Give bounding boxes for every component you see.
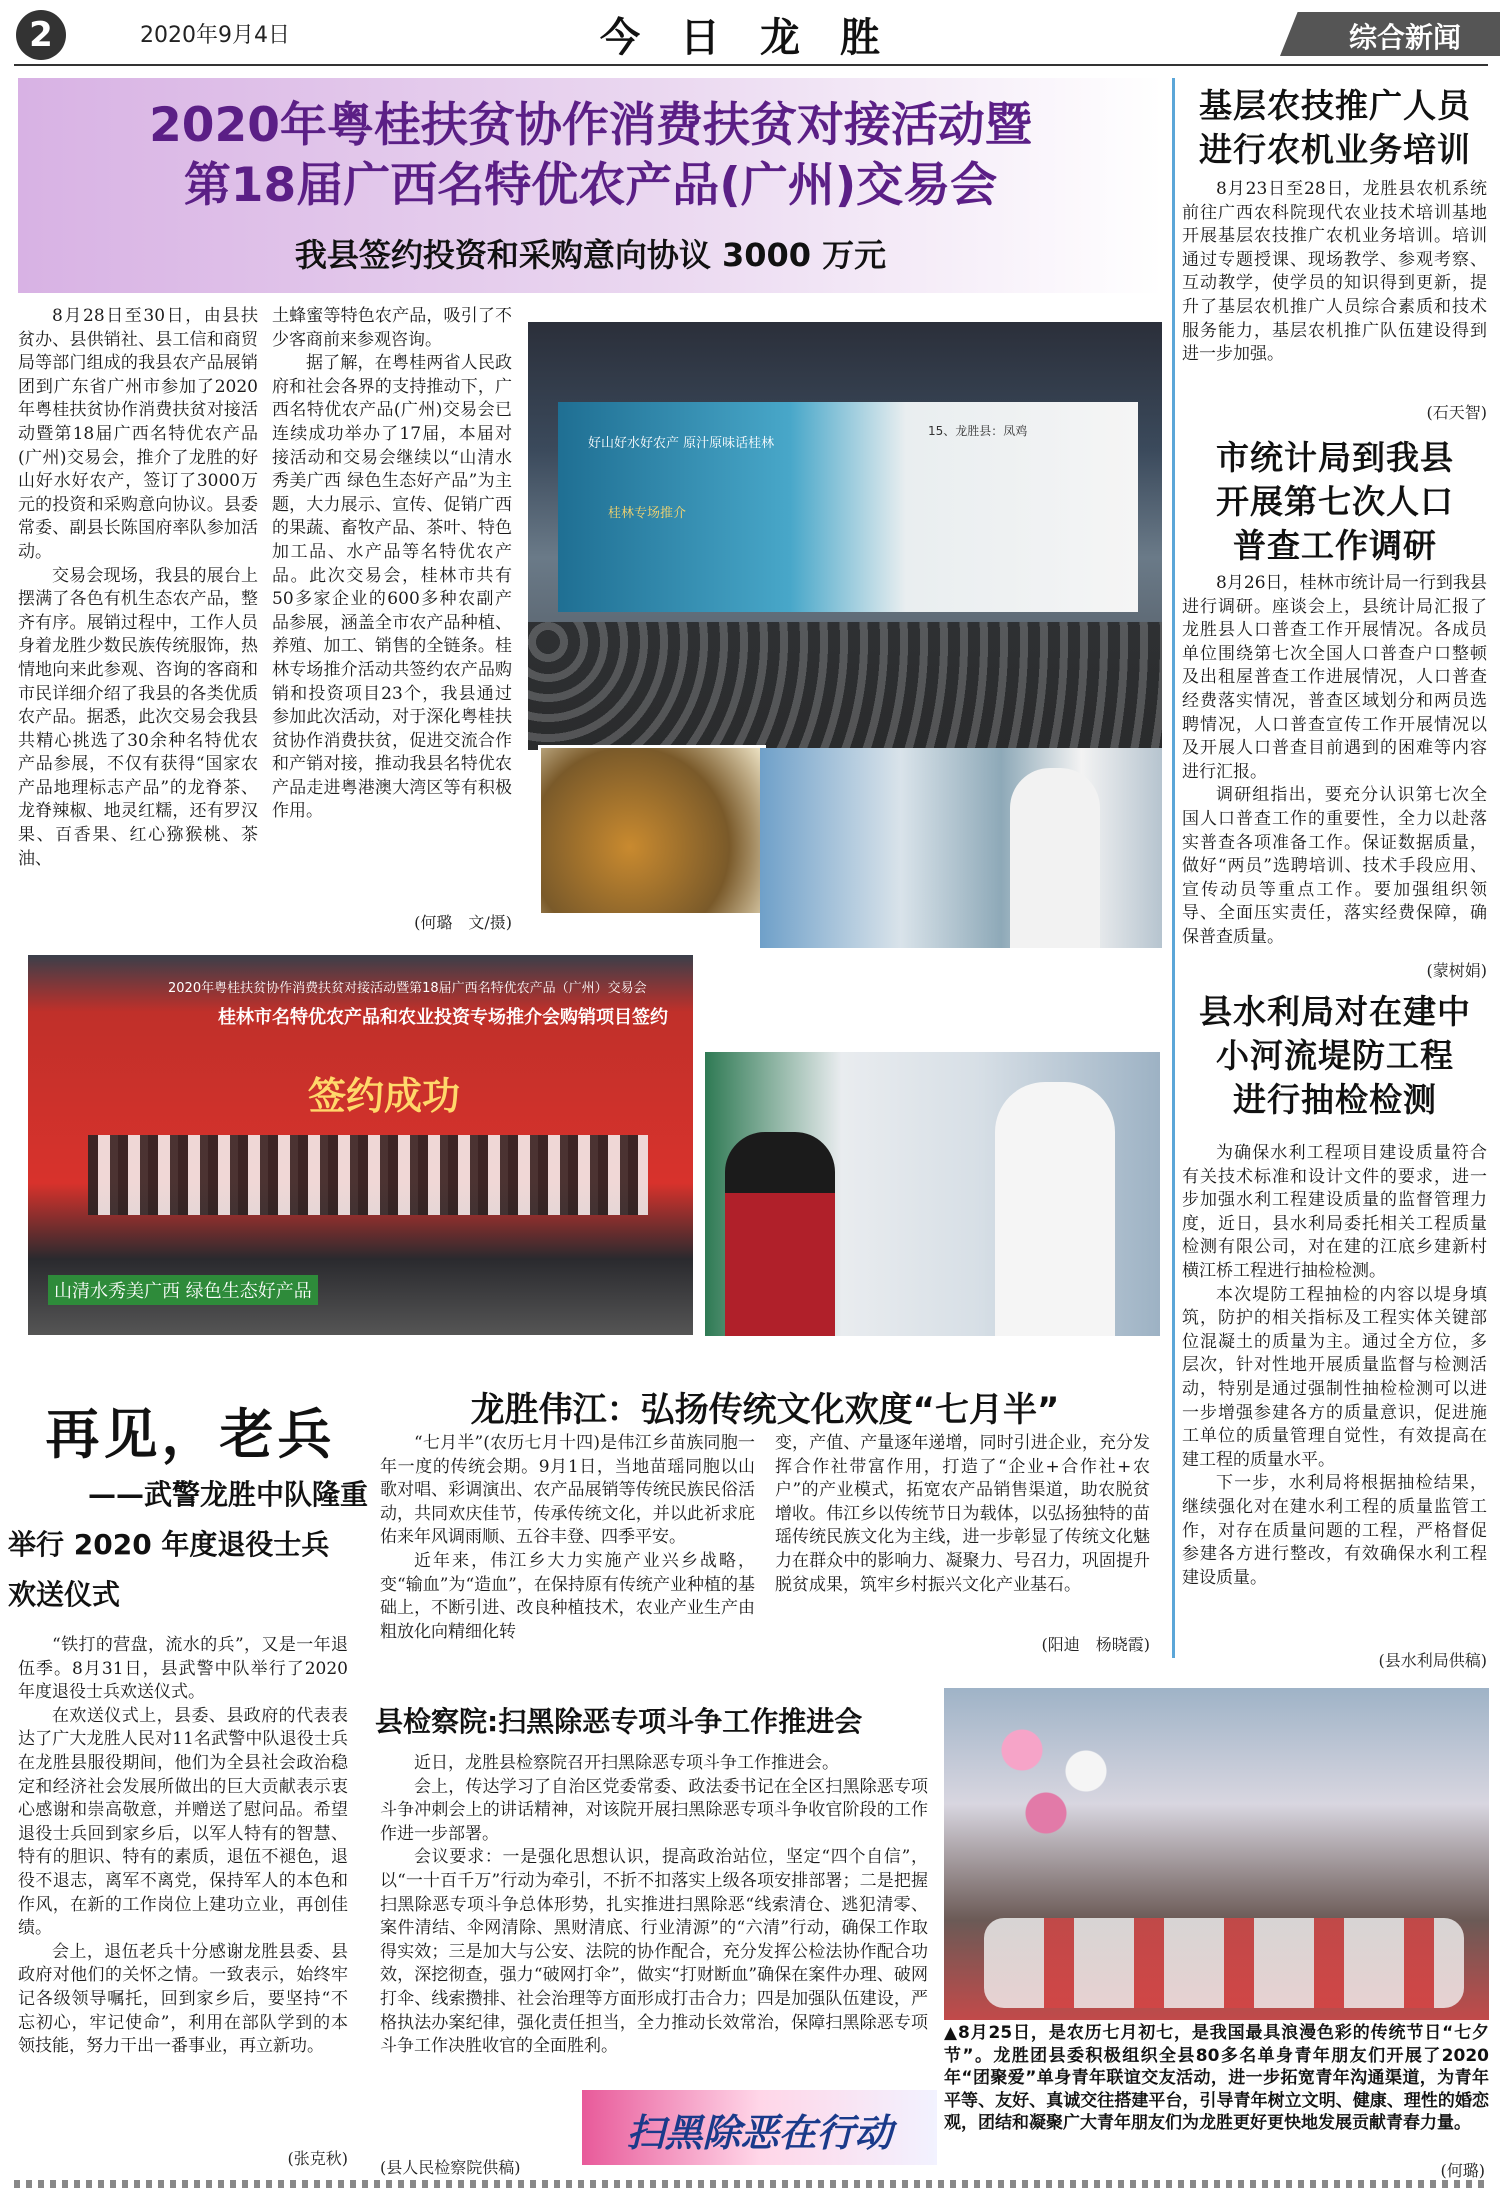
festival-credit: (阳迪 杨晓霞) [1041, 1635, 1150, 1654]
sidebar-a1-paragraph: 8月23日至28日，龙胜县农机系统前往广西农科院现代农业技术培训基地开展基层农技推广农机业务培训。培训通过专题授课、现场教学、参观考察、互动教学，使学员的知识得到更新，提升了基层农机推广人员综合素质和技术服务能力，基层农机推广队伍建设得到进一步加强。 [1182, 179, 1487, 365]
veteran-subtitle-line3: 欢送仪式 [8, 1578, 121, 1611]
official-at-booth-photo [760, 748, 1162, 948]
anti-crime-logo-text: 扫黑除恶在行动 [626, 2110, 893, 2155]
lineup-people [88, 1135, 648, 1215]
sidebar-a2-paragraph: 8月26日，桂林市统计局一行到我县进行调研。座谈会上，县统计局汇报了龙胜县人口普查工作开展情况。各成员单位围绕第七次全国人口普查户口整顿及出租屋普查工作进展情况，人口普查经费落实情况，普查区域划分和两员选聘情况，人口普查宣传工作开展情况以及开展人口普查目前遇到的困难等内容进行汇报。 [1182, 573, 1487, 782]
lead-subtitle: 我县签约投资和采购意向协议 3000 万元 [294, 236, 887, 274]
sidebar-a3-paragraph: 下一步，水利局将根据抽检结果，继续强化对在建水利工程的质量监管工作，对存在质量问题的工程，严格督促参建各方进行整改，有效确保水利工程建设质量。 [1182, 1473, 1487, 1588]
issue-date: 2020年9月4日 [140, 23, 290, 48]
procuratorate-paragraph: 会上，传达学习了自治区党委常委、政法委书记在全区扫黑除恶专项斗争冲刺会上的讲话精神，对该院开展扫黑除恶专项斗争收官阶段的工作作进一步部署。 [380, 1776, 928, 1844]
signing-success-text: 签约成功 [308, 1074, 461, 1118]
veteran-subtitle-line1: ——武警龙胜中队隆重 [87, 1478, 368, 1511]
lead-title-line1: 2020年粤桂扶贫协作消费扶贫对接活动暨 [149, 98, 1032, 153]
audience [528, 622, 1162, 750]
veteran-paragraph: “铁打的营盘，流水的兵”，又是一年退伍季。8月31日，县武警中队举行了2020年度退役士兵欢送仪式。 [18, 1635, 348, 1703]
procuratorate-title: 县检察院:扫黑除恶专项斗争工作推进会 [375, 1705, 863, 1738]
masthead-rule [14, 64, 1488, 66]
section-name: 综合新闻 [1348, 21, 1461, 54]
sidebar-a3-title-line3: 进行抽检检测 [1233, 1080, 1437, 1119]
festival-column-2 [775, 1432, 1150, 1597]
qixi-credit: (何璐) [1440, 2161, 1485, 2180]
sidebar-a3-credit: (县水利局供稿) [1378, 1651, 1487, 1670]
party-tables [984, 1918, 1464, 2008]
procuratorate-credit: (县人民检察院供稿) [380, 2158, 521, 2177]
veteran-title: 再见，老兵 [45, 1403, 336, 1466]
festival-column-1 [380, 1432, 755, 1644]
lead-paragraph: 土蜂蜜等特色农产品，吸引了不少客商前来参观咨询。 [272, 306, 512, 350]
stage-banner-text: 好山好水好农产 原汁原味话桂林 [588, 436, 775, 451]
sidebar-a2-title-line3: 普查工作调研 [1233, 526, 1437, 565]
sidebar-a2-title-line1: 市统计局到我县 [1216, 438, 1454, 477]
lead-column-1 [18, 305, 258, 871]
lead-credit: (何璐 文/摄) [414, 913, 512, 932]
lead-title [18, 96, 1163, 216]
booth-man-figure [995, 1082, 1115, 1336]
veteran-paragraph: 会上，退伍老兵十分感谢龙胜县委、县政府对他们的关怀之情。一致表示，始终牢记各级领导嘱托，回到家乡后，要坚持“不忘初心，牢记使命”，利用在部队学到的本领技能，努力干出一番事业，再立新功。 [18, 1941, 348, 2057]
page-number-badge: 2 [16, 10, 66, 60]
signing-banner-line2: 桂林市名特优农产品和农业投资专场推介会购销项目签约 [218, 1007, 668, 1028]
signing-ceremony-photo [28, 955, 693, 1335]
signing-banner-line1: 2020年粤桂扶贫协作消费扶贫对接活动暨第18届广西名特优农产品（广州）交易会 [168, 981, 647, 996]
veteran-subtitle-line2: 举行 2020 年度退役士兵 [8, 1528, 330, 1561]
sidebar-a2-body [1182, 572, 1487, 950]
sidebar-a1-title [1180, 84, 1490, 172]
veteran-subtitle [8, 1470, 368, 1620]
sidebar-a2-paragraph: 调研组指出，要充分认识第七次全国人口普查工作的重要性，全力以赴落实普查各项准备工作。保证数据质量，做好“两员”选聘培训、技术手段应用、宣传动员等重点工作。要加强组织领导、全面压实责任，落实经费保障，确保普查质量。 [1182, 785, 1487, 947]
bottom-border [14, 2180, 1488, 2188]
sidebar-a1-credit: (石天智) [1426, 403, 1487, 422]
procuratorate-body [380, 1752, 928, 2059]
sidebar-a1-title-line1: 基层农技推广人员 [1199, 86, 1471, 125]
sidebar-a3-title [1180, 990, 1490, 1122]
sidebar-a2-title [1180, 436, 1490, 568]
expo-stage-photo [528, 322, 1162, 750]
sidebar-a2-credit: (蒙树娟) [1426, 961, 1487, 980]
lead-paragraph: 交易会现场，我县的展台上摆满了各色有机生态农产品，整齐有序。展销过程中，工作人员身着龙胜少数民族传统服饰，热情地向来此参观、咨询的客商和市民详细介绍了我县的各类优质农产品。据悉，此次交易会我县共精心挑选了30余种名特优农产品参展，不仅有获得“国家农产品地理标志产品”的龙脊茶、龙脊辣椒、地灵红糯，还有罗汉果、百香果、红心猕猴桃、茶油、 [18, 565, 258, 869]
procuratorate-paragraph: 近日，龙胜县检察院召开扫黑除恶专项斗争工作推进会。 [414, 1753, 839, 1773]
signing-bottom-banner: 山清水秀美广西 绿色生态好产品 [48, 1275, 318, 1305]
stage-sub-banner-text: 桂林专场推介 [608, 506, 687, 521]
produce-booth-photo [538, 745, 766, 916]
qixi-party-photo [944, 1688, 1489, 2020]
sidebar-rule [1172, 78, 1175, 1658]
qixi-caption: ▲8月25日，是农历七月初七，是我国最具浪漫色彩的传统节日“七夕节”。龙胜团县委积极组织全县80多名单身青年朋友们开展了2020年“团聚爱”单身青年联谊交友活动，进一步拓宽青年沟通渠道，为青年平等、友好、真诚交往搭建平台，引导青年树立文明、健康、理性的婚恋观，团结和凝聚广大青年朋友们为龙胜更好更快地发展贡献青春力量。 [944, 2023, 1489, 2133]
masthead [0, 0, 1500, 68]
official-figure [1010, 768, 1100, 948]
paper-name: 今日龙胜 [600, 14, 920, 61]
sidebar-a3-paragraph: 为确保水利工程项目建设质量符合有关技术标准和设计文件的要求，进一步加强水利工程建设质量的监督管理力度，近日，县水利局委托相关工程质量检测有限公司，对在建的江底乡建新村横江桥工程进行抽检检测。 [1182, 1143, 1487, 1281]
lead-paragraph: 8月28日至30日，由县扶贫办、县供销社、县工信和商贸局等部门组成的我县农产品展销团到广东省广州市参加了2020年粤桂扶贫协作消费扶贫对接活动暨第18届广西名特优农产品(广州)交易会，推介了龙胜的好山好水好农产，签订了3000万元的投资和采购意向协议。县委常委、副县长陈国府率队参加活动。 [18, 306, 258, 562]
sidebar-a1-body [1182, 178, 1487, 367]
sidebar-a3-body [1182, 1142, 1487, 1590]
booth-tasting-photo [705, 1052, 1160, 1336]
booth-woman-figure [725, 1132, 835, 1336]
festival-paragraph: 近年来，伟江乡大力实施产业兴乡战略，变“输血”为“造血”，在保持原有传统产业种植的基础上，不断引进、改良种植技术，农业产业生产由粗放化向精细化转 [380, 1550, 755, 1642]
sidebar-a3-title-line1: 县水利局对在建中 [1199, 992, 1471, 1031]
veteran-credit: (张克秋) [287, 2149, 348, 2168]
festival-title: 龙胜伟江：弘扬传统文化欢度“七月半” [470, 1390, 1060, 1430]
veteran-paragraph: 在欢送仪式上，县委、县政府的代表表达了广大龙胜人民对11名武警中队退役士兵在龙胜县服役期间，他们为全县社会政治稳定和经济社会发展所做出的巨大贡献表示衷心感谢和崇高敬意，并赠送了慰问品。希望退役士兵回到家乡后，以军人特有的智慧、特有的胆识、特有的素质，退伍不褪色，退役不退志，离军不离党，保持军人的本色和作风，在新的工作岗位上建功立业，再创佳绩。 [18, 1705, 348, 1939]
sidebar-a2-title-line2: 开展第七次人口 [1216, 482, 1454, 521]
sidebar-a3-paragraph: 本次堤防工程抽检的内容以堤身填筑，防护的相关指标及工程实体关键部位混凝土的质量为主。通过全方位，多层次，针对性地开展质量监督与检测活动，特别是通过强制性抽检检测可以进一步增强参建各方的质量意识，促进施工单位的质量管理自觉性，有效提高在建工程的质量水平。 [1182, 1284, 1487, 1470]
procuratorate-paragraph: 会议要求：一是强化思想认识，提高政治站位，坚定“四个自信”，以“一十百千万”行动为牵引，不折不扣落实上级各项安排部署；二是把握扫黑除恶专项斗争总体形势，扎实推进扫黑除恶“线索清仓、逃犯清零、案件清结、伞网清除、黑财清底、行业清源”的“六清”行动，确保工作取得实效；三是加大与公安、法院的协作配合，充分发挥公检法协作配合功效，深挖彻查，强力“破网打伞”，做实“打财断血”确保在案件办理、破网打伞、线索攒排、社会治理等方面形成打击合力；四是加强队伍建设，严格执法办案纪律，强化责任担当，全力推动长效常治，保障扫黑除恶专项斗争工作决胜收官的全面胜利。 [380, 1847, 928, 2057]
lead-title-line2: 第18届广西名特优农产品(广州)交易会 [183, 158, 998, 213]
festival-paragraph: 变，产值、产量逐年递增，同时引进企业，充分发挥合作社带富作用，打造了“企业+合作社+农户”的产业模式，拓宽农产品销售渠道，助农脱贫增收。伟江乡以传统节日为载体，以弘扬独特的苗瑶传统民族文化为主线，进一步彰显了传统文化魅力在群众中的影响力、凝聚力、号召力，巩固提升脱贫成果，筑牢乡村振兴文化产业基石。 [775, 1433, 1150, 1595]
lead-column-2 [272, 305, 512, 824]
balloons [974, 1708, 1134, 1848]
stage-slide-text: 15、龙胜县：凤鸡 [928, 424, 1028, 438]
lead-paragraph: 据了解，在粤桂两省人民政府和社会各界的支持推动下，广西名特优农产品(广州)交易会已连续成功举办了17届，本届对接活动和交易会继续以“山清水秀美广西 绿色生态好产品”为主题，大力展示、宣传、促销广西的果蔬、畜牧产品、茶叶、特色加工品、水产品等名特优农产品。此次交易会，桂林市共有50多家企业的600多种农副产品参展，涵盖全市农产品种植、养殖、加工、销售的全链条。桂林专场推介活动共签约农产品购销和投资项目23个，我县通过参加此次活动，对于深化粤桂扶贫协作消费扶贫，促进交流合作和产销对接，推动我县名特优农产品走进粤港澳大湾区等有积极作用。 [272, 353, 512, 822]
sidebar-a1-title-line2: 进行农机业务培训 [1199, 130, 1471, 169]
festival-paragraph: “七月半”(农历七月十四)是伟江乡苗族同胞一年一度的传统会期。9月1日，当地苗瑶同胞以山歌对唱、彩调演出、农产品展销等传统民族民俗活动，共同欢庆佳节，传承传统文化，并以此祈求庇佑来年风调雨顺、五谷丰登、四季平安。 [380, 1433, 755, 1548]
veteran-body [18, 1634, 348, 2059]
sidebar-a3-title-line2: 小河流堤防工程 [1216, 1036, 1454, 1075]
